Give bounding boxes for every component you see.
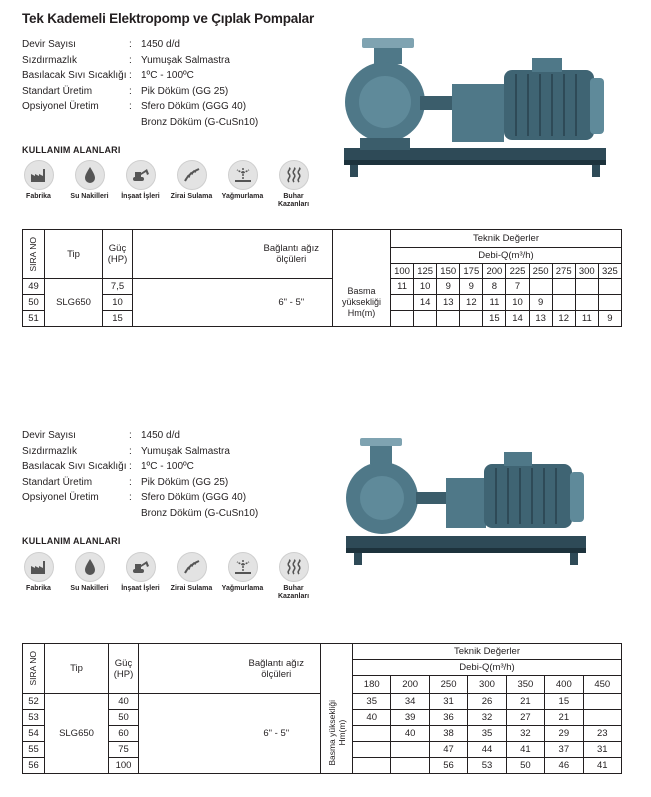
- spec-value: 1ºC - 100ºC: [141, 70, 194, 81]
- usage-item: [217, 552, 268, 600]
- head-value: 15: [558, 696, 570, 707]
- head-value: 31: [596, 744, 608, 755]
- flow-value: 250: [440, 679, 457, 690]
- row-no: 54: [28, 728, 39, 739]
- spec-colon: :: [129, 70, 132, 81]
- usage-label: İnşaat İşleri: [121, 585, 160, 592]
- head-value: 50: [520, 760, 531, 771]
- spec-colon: :: [129, 492, 132, 503]
- flow-value: 350: [517, 679, 534, 690]
- spec-value: Sfero Döküm (GGG 40): [141, 101, 247, 112]
- data-table-2: [22, 643, 622, 774]
- spec-value: Sfero Döküm (GGG 40): [141, 492, 247, 503]
- spec-row: [22, 37, 258, 53]
- usage-label: Fabrika: [26, 193, 51, 200]
- row-tip: SLG650: [59, 728, 94, 739]
- usage-item: [217, 160, 268, 208]
- flow-value: 300: [479, 679, 495, 690]
- spec-list-2: [22, 428, 258, 521]
- row-tip: SLG650: [56, 297, 91, 308]
- factory-icon: [24, 552, 54, 582]
- header-debi: Debi-Q(m³/h): [478, 250, 534, 261]
- head-value: 14: [512, 313, 523, 324]
- usage-label: Fabrika: [26, 585, 51, 592]
- usage-label: Buhar Kazanları: [277, 585, 310, 600]
- usage-item: [268, 552, 319, 600]
- head-value: 40: [404, 728, 416, 739]
- data-table-1: [22, 229, 622, 327]
- usage-label: Su Nakilleri: [70, 585, 109, 592]
- spec-row: [22, 428, 258, 444]
- flow-value: 325: [601, 265, 618, 277]
- head-value: 26: [481, 696, 493, 707]
- row-no: 51: [28, 313, 39, 324]
- row-guc: 100: [115, 760, 132, 771]
- usage-label: Buhar Kazanları: [277, 193, 310, 208]
- row-no: 49: [28, 281, 39, 292]
- head-value: 29: [558, 728, 570, 739]
- spec-value: Bronz Döküm (G-CuSn10): [141, 116, 259, 128]
- spec-value: 1450 d/d: [141, 430, 180, 441]
- table-row: [23, 279, 622, 295]
- row-no: 56: [28, 760, 39, 771]
- spec-label: [22, 506, 129, 522]
- head-value: 9: [445, 281, 451, 292]
- row-no: 55: [28, 744, 39, 755]
- header-teknik: Teknik Değerler: [473, 233, 539, 244]
- row-guc: 15: [112, 313, 123, 324]
- spec-value: Yumuşak Salmastra: [141, 54, 230, 66]
- factory-icon: [24, 160, 54, 190]
- usage-item: [13, 552, 64, 600]
- row-baglanti: 6" - 5": [278, 297, 305, 308]
- usage-item: [115, 160, 166, 208]
- usage-label: Zirai Sulama: [170, 193, 213, 200]
- flow-value: 200: [402, 679, 419, 690]
- row-baglanti: 6" - 5": [263, 728, 290, 739]
- excavator-icon: [126, 160, 156, 190]
- spec-row: [22, 99, 258, 115]
- head-value: 15: [489, 313, 500, 324]
- spec-row: [22, 115, 258, 131]
- head-value: 47: [443, 744, 454, 755]
- spec-colon: :: [129, 461, 132, 472]
- irrigation-icon: [177, 552, 207, 582]
- spec-label: Sızdırmazlık: [22, 54, 78, 66]
- head-value: 10: [419, 281, 431, 292]
- head-value: 8: [491, 281, 498, 292]
- head-value: 12: [558, 313, 569, 324]
- basma-label: Basma yüksekliği Hm(m): [326, 700, 347, 767]
- usage-title-2: KULLANIM ALANLARI: [22, 536, 121, 546]
- water-drop-icon: [75, 552, 105, 582]
- spec-label: Devir Sayısı: [22, 430, 76, 441]
- head-value: 41: [520, 744, 531, 755]
- header-tip: Tip: [70, 663, 83, 674]
- flow-value: 275: [555, 265, 572, 277]
- header-teknik: Teknik Değerler: [454, 646, 520, 657]
- spec-row: [22, 475, 258, 491]
- row-no: 52: [28, 696, 39, 707]
- head-value: 34: [404, 696, 416, 707]
- head-value: 32: [520, 728, 531, 739]
- spec-value: 1450 d/d: [141, 39, 180, 50]
- row-guc: 10: [112, 297, 123, 308]
- usage-item: [166, 552, 217, 600]
- usage-item: [64, 552, 115, 600]
- pump-image-1: [340, 30, 610, 185]
- sprinkler-icon: [228, 160, 258, 190]
- sprinkler-icon: [228, 552, 258, 582]
- spec-value: 1ºC - 100ºC: [141, 461, 194, 472]
- row-no: 53: [28, 712, 39, 723]
- head-value: 11: [581, 313, 592, 324]
- usage-icons-1: [13, 160, 319, 208]
- header-sira-no: SIRA NO: [28, 651, 38, 686]
- spec-row: [22, 444, 258, 460]
- usage-item: [268, 160, 319, 208]
- head-value: 21: [520, 696, 531, 707]
- usage-item: [64, 160, 115, 208]
- spec-label: [22, 115, 129, 131]
- spec-colon: :: [129, 101, 132, 112]
- head-value: 12: [466, 297, 477, 308]
- spec-row: [22, 53, 258, 69]
- head-value: 38: [443, 728, 454, 739]
- head-value: 9: [468, 281, 474, 292]
- row-guc: 40: [118, 696, 129, 707]
- irrigation-icon: [177, 160, 207, 190]
- spec-label: Opsiyonel Üretim: [22, 492, 99, 503]
- head-value: 27: [520, 712, 531, 723]
- head-value: 21: [558, 712, 570, 723]
- spec-row: [22, 506, 258, 522]
- header-sira-no: SIRA NO: [28, 236, 38, 272]
- usage-item: [13, 160, 64, 208]
- flow-value: 150: [440, 265, 457, 277]
- usage-label: Su Nakilleri: [70, 193, 109, 200]
- spec-row: [22, 490, 258, 506]
- head-value: 40: [366, 712, 377, 723]
- spec-value: Pik Döküm (GG 25): [141, 85, 229, 97]
- spec-label: Standart Üretim: [22, 476, 93, 488]
- steam-icon: [279, 160, 309, 190]
- usage-label: Zirai Sulama: [170, 585, 213, 592]
- spec-row: [22, 84, 258, 100]
- flow-value: 250: [532, 265, 549, 277]
- spec-colon: [129, 506, 141, 522]
- row-guc: 75: [118, 744, 129, 755]
- spec-label: Opsiyonel Üretim: [22, 101, 99, 112]
- excavator-icon: [126, 552, 156, 582]
- spec-colon: :: [129, 39, 132, 50]
- head-value: 9: [607, 313, 613, 324]
- head-value: 53: [481, 760, 493, 771]
- flow-value: 400: [555, 679, 572, 690]
- head-value: 39: [404, 712, 416, 723]
- head-value: 46: [558, 760, 570, 771]
- head-value: 41: [596, 760, 608, 771]
- usage-item: [166, 160, 217, 208]
- head-value: 13: [442, 297, 454, 308]
- head-value: 36: [443, 712, 454, 723]
- basma-label: Basma yüksekliği Hm(m): [341, 285, 381, 318]
- header-guc: Güç (HP): [113, 657, 134, 680]
- spec-colon: :: [129, 54, 132, 66]
- head-value: 32: [481, 712, 493, 723]
- spec-colon: :: [129, 85, 132, 97]
- spec-row: [22, 459, 258, 475]
- usage-label: Yağmurlama: [221, 193, 264, 200]
- spec-label: Basılacak Sıvı Sıcaklığı: [22, 461, 127, 472]
- head-value: 23: [596, 728, 608, 739]
- spec-value: Bronz Döküm (G-CuSn10): [141, 507, 259, 519]
- head-value: 11: [489, 297, 500, 308]
- spec-value: Pik Döküm (GG 25): [141, 476, 229, 488]
- head-value: 11: [397, 281, 407, 292]
- usage-label: Yağmurlama: [221, 585, 264, 592]
- page-title: Tek Kademeli Elektropomp ve Çıplak Pompalar: [22, 11, 314, 26]
- spec-label: Devir Sayısı: [22, 39, 76, 50]
- head-value: 37: [558, 744, 570, 755]
- spec-row: [22, 68, 258, 84]
- spec-label: Basılacak Sıvı Sıcaklığı: [22, 70, 127, 81]
- usage-label: İnşaat İşleri: [121, 193, 160, 200]
- flow-value: 100: [394, 265, 410, 277]
- head-value: 9: [537, 297, 544, 308]
- spec-colon: :: [129, 445, 132, 457]
- spec-colon: :: [129, 476, 132, 488]
- spec-colon: :: [129, 430, 132, 441]
- head-value: 56: [443, 760, 454, 771]
- head-value: 13: [535, 313, 546, 324]
- row-no: 50: [28, 297, 39, 308]
- spec-list-1: [22, 37, 258, 130]
- row-guc: 7,5: [110, 281, 125, 292]
- header-tip: Tip: [67, 248, 80, 260]
- header-debi: Debi-Q(m³/h): [459, 662, 515, 673]
- flow-value: 300: [578, 265, 595, 277]
- head-value: 44: [481, 744, 493, 755]
- spec-colon: [129, 115, 141, 131]
- spec-label: Sızdırmazlık: [22, 445, 78, 457]
- usage-icons-2: [13, 552, 319, 600]
- head-value: 14: [419, 297, 431, 308]
- flow-value: 125: [417, 265, 434, 277]
- head-value: 35: [366, 696, 377, 707]
- flow-value: 175: [463, 265, 480, 277]
- spec-value: Yumuşak Salmastra: [141, 445, 230, 457]
- flow-value: 225: [509, 265, 526, 277]
- spec-label: Standart Üretim: [22, 85, 93, 97]
- row-guc: 60: [118, 728, 129, 739]
- head-value: 35: [481, 728, 493, 739]
- flow-value: 200: [486, 265, 503, 277]
- flow-value: 450: [594, 679, 611, 690]
- usage-item: [115, 552, 166, 600]
- water-drop-icon: [75, 160, 105, 190]
- header-baglanti: Bağlantı ağız ölçüleri: [248, 657, 304, 680]
- row-guc: 50: [118, 712, 129, 723]
- header-baglanti: Bağlantı ağız ölçüleri: [263, 243, 319, 265]
- flow-value: 180: [363, 679, 380, 690]
- head-value: 7: [514, 281, 521, 292]
- header-guc: Güç (HP): [107, 243, 128, 265]
- head-value: 10: [512, 297, 523, 308]
- table-row: [23, 694, 622, 710]
- head-value: 31: [443, 696, 454, 707]
- pump-image-2: [342, 432, 592, 572]
- steam-icon: [279, 552, 309, 582]
- usage-title-1: KULLANIM ALANLARI: [22, 145, 121, 155]
